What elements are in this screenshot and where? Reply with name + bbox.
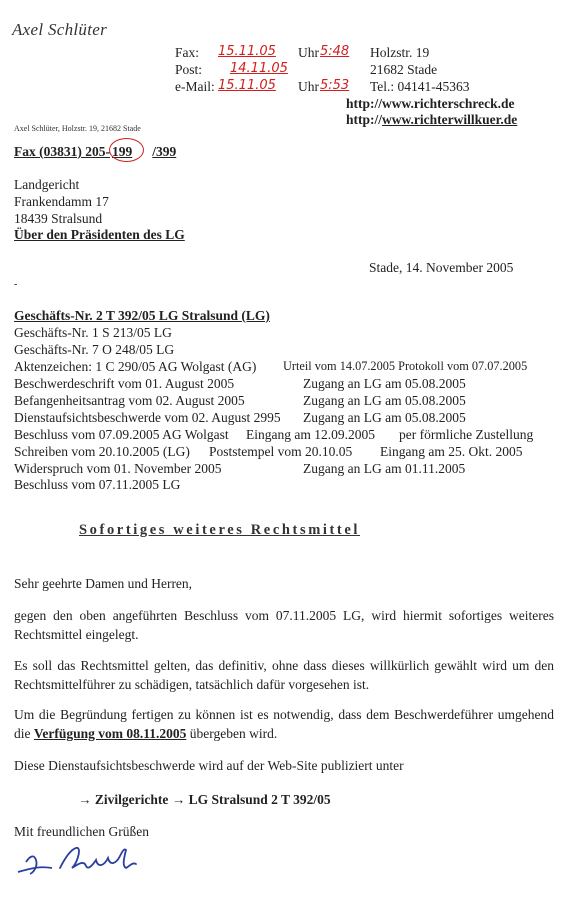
urteil-protokoll: Urteil vom 14.07.2005 Protokoll vom 07.07.2005 xyxy=(283,359,528,373)
email-time: 5:53 xyxy=(320,78,350,93)
url-prefix: http:// xyxy=(346,112,383,127)
nav-zivilgerichte[interactable]: Zivilgerichte xyxy=(94,792,169,807)
row-beschwerdeschrift-zugang: Zugang an LG am 05.08.2005 xyxy=(303,376,466,391)
widerspruch-zugang: Zugang an LG am 01.11.2005 xyxy=(303,461,466,476)
paragraph-3 xyxy=(14,705,554,743)
paragraph-1: gegen den oben angeführten Beschluss vom 07.11.2005 LG, wird hiermit sofortiges weiteres Rechtsmittel eingelegt. xyxy=(14,608,554,642)
fax-prefix: Fax (03831) 205- xyxy=(14,144,110,159)
row-dienstaufsicht-zugang: Zugang an LG am 05.08.2005 xyxy=(303,410,466,425)
fax-number-line xyxy=(14,143,176,160)
closing: Mit freundlichen Grüßen xyxy=(14,824,149,839)
dash-mark: - xyxy=(14,279,18,290)
url-link[interactable]: www.richterwillkuer.de xyxy=(382,112,518,127)
recipient-via: Über den Präsidenten des LG xyxy=(14,227,185,242)
recipient-line-1: Landgericht xyxy=(14,177,80,192)
fax-uhr-label: Uhr xyxy=(298,45,319,60)
address-street: Holzstr. 19 xyxy=(370,45,430,60)
row-dienstaufsicht: Dienstaufsichtsbeschwerde vom 02. August 2995 xyxy=(14,410,281,425)
beschluss-lg: Beschluss vom 07.11.2005 LG xyxy=(14,477,181,492)
post-date: 14.11.05 xyxy=(230,61,288,76)
row-befangenheitsantrag: Befangenheitsantrag vom 02. August 2005 xyxy=(14,393,245,408)
tel: Tel.: 04141-45363 xyxy=(370,79,470,94)
place-date: Stade, 14. November 2005 xyxy=(369,260,514,275)
sender-small-address: Axel Schlüter, Holzstr. 19, 21682 Stade xyxy=(14,124,141,133)
paragraph-2: Es soll das Rechtsmittel gelten, das definitiv, ohne dass dieses willkürlich gewählt wird um den Rechtsmittelführer zu schädigen, tatsächlich dafür vorgesehen ist. xyxy=(14,658,554,692)
row-befangenheitsantrag-zugang: Zugang an LG am 05.08.2005 xyxy=(303,393,466,408)
widerspruch: Widerspruch vom 01. November 2005 xyxy=(14,461,222,476)
paragraph-3-pre: Um die Begründung fertigen zu können ist es notwendig, dass dem Beschwerdeführer umgehend die xyxy=(14,707,554,741)
ref-main: Geschäfts-Nr. 2 T 392/05 LG Stralsund (LG) xyxy=(14,308,270,323)
ref-2: Geschäfts-Nr. 7 O 248/05 LG xyxy=(14,342,175,357)
row-beschwerdeschrift: Beschwerdeschrift vom 01. August 2005 xyxy=(14,376,235,391)
fax-label: Fax: xyxy=(175,45,200,60)
ref-1: Geschäfts-Nr. 1 S 213/05 LG xyxy=(14,325,172,340)
fax-date: 15.11.05 xyxy=(218,44,276,59)
address-city: 21682 Stade xyxy=(370,62,438,77)
signature xyxy=(12,838,152,883)
arrow-right-icon-2: → xyxy=(171,792,186,807)
site-nav-path xyxy=(78,791,331,808)
email-label: e-Mail: xyxy=(175,79,215,94)
beschluss-ag: Beschluss vom 07.09.2005 AG Wolgast xyxy=(14,427,229,442)
post-label: Post: xyxy=(175,62,203,77)
paragraph-3-post: übergeben wird. xyxy=(186,726,278,741)
red-circle-annotation xyxy=(109,138,144,162)
url-richterschreck[interactable]: http://www.richterschreck.de xyxy=(346,96,515,111)
verfuegung-reference: Verfügung vom 08.11.2005 xyxy=(33,726,187,741)
recipient-line-2: Frankendamm 17 xyxy=(14,194,109,209)
beschluss-zustellung: per förmliche Zustellung xyxy=(399,427,534,442)
schreiben-poststempel: Poststempel vom 20.10.05 xyxy=(209,444,353,459)
document-title: Sofortiges weiteres Rechtsmittel xyxy=(79,522,361,538)
fax-time: 5:48 xyxy=(320,44,350,59)
schreiben-eingang: Eingang am 25. Okt. 2005 xyxy=(380,444,523,459)
greeting: Sehr geehrte Damen und Herren, xyxy=(14,576,193,591)
fax-suffix: /399 xyxy=(152,144,177,159)
aktenzeichen: Aktenzeichen: 1 C 290/05 AG Wolgast (AG) xyxy=(14,359,257,374)
nav-lg-stralsund[interactable]: LG Stralsund 2 T 392/05 xyxy=(188,792,331,807)
paragraph-4: Diese Dienstaufsichtsbeschwerde wird auf der Web-Site publiziert unter xyxy=(14,758,404,773)
email-uhr-label: Uhr xyxy=(298,79,319,94)
fax-circled-number: 199 xyxy=(111,144,133,159)
schreiben: Schreiben vom 20.10.2005 (LG) xyxy=(14,444,190,459)
recipient-line-3: 18439 Stralsund xyxy=(14,211,103,226)
beschluss-eingang: Eingang am 12.09.2005 xyxy=(246,427,375,442)
url-richterwillkuer[interactable] xyxy=(346,111,517,129)
sender-name: Axel Schlüter xyxy=(12,20,108,39)
email-date: 15.11.05 xyxy=(218,78,276,93)
arrow-right-icon: → xyxy=(78,792,92,807)
